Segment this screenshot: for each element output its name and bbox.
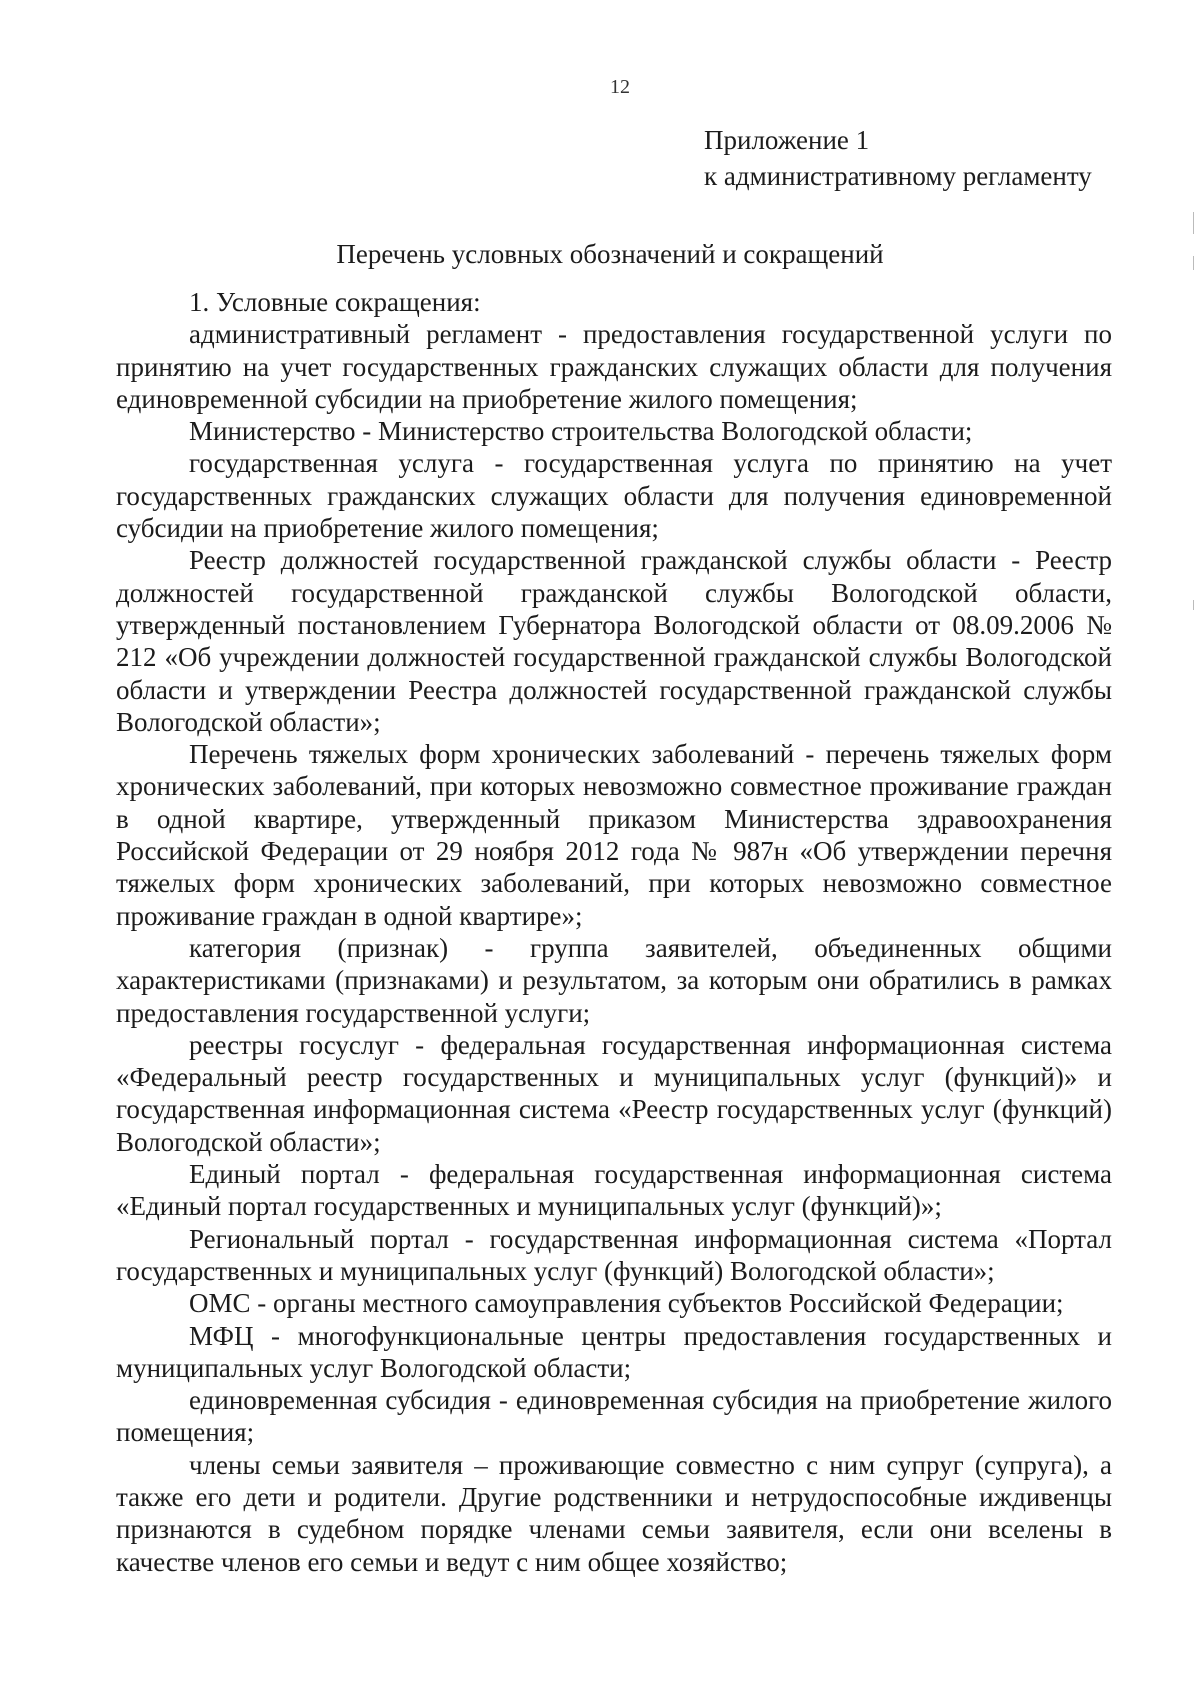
page-number: 12 (610, 76, 630, 98)
paragraph-state-service: государственная услуга - государственная услуга по принятию на учет государственных гражданских служащих области для получения единовременной субсидии на приобретение жилого помещения; (116, 448, 1112, 544)
paragraph-unified-portal: Единый портал - федеральная государственная информационная система «Единый портал государственных и муниципальных услуг (функций)»; (116, 1159, 1112, 1222)
appendix-line-1: Приложение 1 (704, 125, 870, 155)
scan-edge-mark (1193, 212, 1194, 234)
paragraph-regional-portal: Региональный портал - государственная информационная система «Портал государственных и муниципальных услуг (функций) Вологодской области»; (116, 1223, 1112, 1286)
paragraph-mfc: МФЦ - многофункциональные центры предоставления государственных и муниципальных услуг Вологодской области; (116, 1320, 1112, 1383)
document-body (116, 286, 1112, 1578)
appendix-line-2: к административному регламенту (704, 161, 1092, 191)
document-title: Перечень условных обозначений и сокращений (336, 239, 884, 269)
paragraph-subsidy: единовременная субсидия - единовременная субсидия на приобретение жилого помещения; (116, 1385, 1112, 1448)
paragraph-positions-registry: Реестр должностей государственной гражданской службы области - Реестр должностей государственной гражданской службы Вологодской области, утвержденный постановлением Губернатора Вологодской области от 08.09.2006 № 212 «Об учреждении должностей государственной гражданской службы Вологодской области и утверждении Реестра должностей государственной гражданской службы Вологодской области»; (116, 545, 1112, 737)
paragraph-ministry: Министерство - Министерство строительства Вологодской области; (189, 416, 973, 447)
paragraph-chronic-diseases: Перечень тяжелых форм хронических заболеваний - перечень тяжелых форм хронических заболеваний, при которых невозможно совместное проживание граждан в одной квартире, утвержденный приказом Министерства здравоохранения Российской Федерации от 29 ноября 2012 года № 987н «Об утверждении перечня тяжелых форм хронических заболеваний, при которых невозможно совместное проживание граждан в одной квартире»; (116, 739, 1112, 931)
paragraph-service-registries: реестры госуслуг - федеральная государственная информационная система «Федеральный реестр государственных и муниципальных услуг (функций)» и государственная информационная система «Реестр государственных услуг (функций) Вологодской области»; (116, 1029, 1112, 1157)
section-heading: 1. Условные сокращения: (189, 287, 481, 317)
paragraph-family-members: члены семьи заявителя – проживающие совместно с ним супруг (супруга), а также его дети и родители. Другие родственники и нетрудоспособные иждивенцы признаются в судебном порядке членами семьи заявителя, если они вселены в качестве членов его семьи и ведут с ним общее хозяйство; (116, 1449, 1112, 1577)
scan-edge-mark (1193, 256, 1194, 270)
paragraph-admin-regulation: административный регламент - предоставления государственной услуги по принятию на учет государственных гражданских служащих области для получения единовременной субсидии на приобретение жилого помещения; (116, 319, 1112, 414)
scan-edge-mark (1193, 600, 1194, 610)
paragraph-category: категория (признак) - группа заявителей, объединенных общими характеристиками (признаками) и результатом, за которым они обратились в рамках предоставления государственной услуги; (116, 932, 1112, 1028)
appendix-header (704, 122, 1092, 194)
paragraph-oms: ОМС - органы местного самоуправления субъектов Российской Федерации; (189, 1288, 1064, 1319)
